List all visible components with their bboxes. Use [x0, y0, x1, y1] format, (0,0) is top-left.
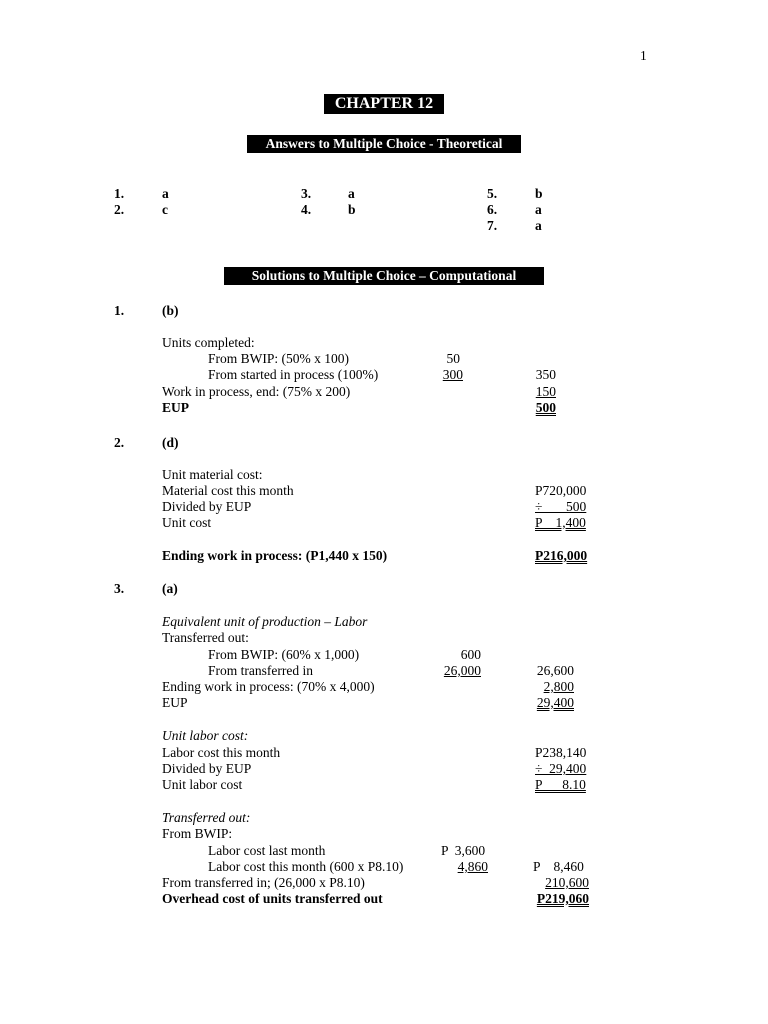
line-label: Labor cost this month (600 x P8.10)	[208, 859, 404, 874]
line-label: Divided by EUP	[162, 761, 252, 776]
line-label: Ending work in process: (P1,440 x 150)	[162, 548, 388, 563]
answer-number: 7.	[487, 218, 498, 233]
line-label: EUP	[162, 400, 189, 415]
line-total: 500	[535, 400, 556, 415]
answer-number: 2.	[114, 202, 125, 217]
answer-number: 4.	[301, 202, 312, 217]
line-total: P720,000	[535, 483, 587, 498]
line-value: 50	[446, 351, 460, 366]
line-label: Overhead cost of units transferred out	[162, 891, 383, 906]
answer-letter: a	[535, 218, 542, 233]
section-heading: Transferred out:	[162, 810, 251, 825]
line-label: Divided by EUP	[162, 499, 252, 514]
line-label: From BWIP: (50% x 100)	[208, 351, 349, 366]
line-label: Material cost this month	[162, 483, 294, 498]
line-label: Work in process, end: (75% x 200)	[162, 384, 351, 399]
line-label: From transferred in	[208, 663, 313, 678]
line-total: P219,060	[536, 891, 589, 906]
line-total: ÷ 29,400	[535, 761, 587, 776]
line-label: Units completed:	[162, 335, 255, 350]
chapter-title: CHAPTER 12	[324, 94, 444, 114]
line-total: P 8.10	[535, 777, 586, 792]
line-value: P 3,600	[441, 843, 486, 858]
page-number: 1	[640, 48, 647, 63]
answer-number: 6.	[487, 202, 498, 217]
line-total: ÷ 500	[535, 499, 587, 514]
line-label: From BWIP:	[162, 826, 233, 841]
line-value: 300	[442, 367, 463, 382]
theoretical-heading: Answers to Multiple Choice - Theoretical	[247, 135, 521, 153]
answer-letter: a	[348, 186, 355, 201]
line-label: From transferred in; (26,000 x P8.10)	[162, 875, 365, 890]
answer-letter: c	[162, 202, 168, 217]
answer-letter: a	[535, 202, 542, 217]
line-label: From started in process (100%)	[208, 367, 379, 382]
line-label: Unit cost	[162, 515, 212, 530]
line-total: 2,800	[543, 679, 574, 694]
line-label: Labor cost this month	[162, 745, 281, 760]
line-total: 26,600	[536, 663, 574, 678]
line-value: 26,000	[443, 663, 481, 678]
computational-heading: Solutions to Multiple Choice – Computational	[224, 267, 544, 285]
line-total: 350	[535, 367, 556, 382]
answer-number: 1.	[114, 186, 125, 201]
line-label: Unit labor cost	[162, 777, 243, 792]
line-total: P238,140	[535, 745, 587, 760]
section-heading: Unit labor cost:	[162, 728, 249, 743]
answer-letter: b	[348, 202, 356, 217]
line-label: EUP	[162, 695, 188, 710]
line-total: P 8,460	[533, 859, 584, 874]
line-total: 29,400	[536, 695, 574, 710]
line-total: P 1,400	[535, 515, 586, 530]
problem-answer: (b)	[162, 303, 179, 318]
answer-number: 3.	[301, 186, 312, 201]
section-heading: Equivalent unit of production – Labor	[162, 614, 368, 629]
answer-number: 5.	[487, 186, 498, 201]
answer-letter: a	[162, 186, 169, 201]
problem-number: 1.	[114, 303, 125, 318]
line-value: 600	[460, 647, 481, 662]
line-total: 150	[535, 384, 556, 399]
problem-number: 2.	[114, 435, 125, 450]
line-label: Ending work in process: (70% x 4,000)	[162, 679, 375, 694]
line-value: 4,860	[457, 859, 488, 874]
line-label: Transferred out:	[162, 630, 249, 645]
problem-answer: (a)	[162, 581, 178, 596]
line-total: 210,600	[545, 875, 589, 890]
problem-answer: (d)	[162, 435, 179, 450]
answer-letter: b	[535, 186, 543, 201]
line-label: Unit material cost:	[162, 467, 263, 482]
line-label: From BWIP: (60% x 1,000)	[208, 647, 360, 662]
line-label: Labor cost last month	[208, 843, 326, 858]
line-total: P216,000	[535, 548, 588, 563]
problem-number: 3.	[114, 581, 125, 596]
